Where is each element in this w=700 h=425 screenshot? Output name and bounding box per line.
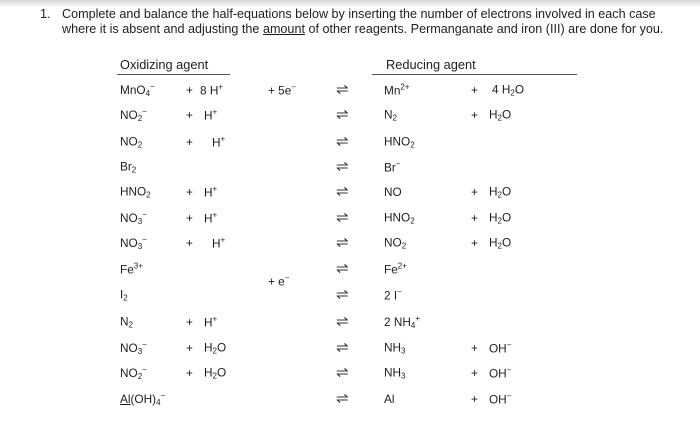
question-number: 1.	[40, 7, 51, 21]
equilibrium-arrow: ⇌	[336, 286, 349, 304]
instruction-text	[40, 7, 680, 36]
reducing-species: Br−	[384, 159, 401, 175]
water-product: 4 $H_2O$	[492, 82, 524, 98]
reducing-species: $HNO_2$	[384, 210, 415, 226]
oxidizing-species: MnO$_4$−	[120, 82, 155, 98]
oxidizing-species: $NO_2^-$	[120, 107, 147, 123]
plus-sign: +	[471, 366, 478, 380]
equilibrium-arrow: ⇌	[336, 209, 349, 227]
oxidizing-header-rule	[117, 74, 230, 75]
equilibrium-arrow: ⇌	[336, 183, 349, 201]
hydroxide-ion: OH−	[489, 340, 512, 356]
plus-sign: +	[471, 211, 478, 225]
hydrogen-ion: 8 H+	[200, 82, 224, 98]
plus-sign: +	[471, 185, 478, 199]
equilibrium-arrow: ⇌	[336, 390, 349, 408]
plus-sign: +	[186, 236, 193, 250]
hydrogen-ion: H+	[204, 314, 218, 330]
plus-sign: +	[186, 108, 193, 122]
reducing-agent-header: Reducing agent	[386, 57, 476, 72]
plus-sign: +	[186, 185, 193, 199]
water-reagent: $H_2O$	[204, 340, 227, 356]
equilibrium-arrow: ⇌	[336, 364, 349, 382]
hydroxide-ion: OH−	[489, 365, 512, 381]
top-shadow-band	[0, 0, 700, 7]
equilibrium-arrow: ⇌	[336, 158, 349, 176]
oxidizing-species: $NO_3^-$	[120, 340, 147, 356]
reducing-species: 2 I−	[384, 287, 402, 303]
plus-sign: +	[186, 211, 193, 225]
water-product: $H_2O$	[489, 235, 512, 251]
plus-sign: +	[186, 135, 193, 149]
reducing-species: $Mn^{2+}$	[384, 82, 410, 98]
water-product: $H_2O$	[489, 107, 512, 123]
oxidizing-species: $NO_3^-$	[120, 235, 147, 251]
hydrogen-ion: H+	[204, 107, 218, 123]
equilibrium-arrow: ⇌	[336, 260, 349, 278]
equilibrium-arrow: ⇌	[336, 339, 349, 357]
equilibrium-arrow: ⇌	[336, 81, 349, 99]
plus-sign: +	[186, 341, 193, 355]
oxidizing-species: $HNO_2$	[120, 184, 151, 200]
oxidizing-species: $N_2$	[120, 314, 133, 330]
equilibrium-arrow: ⇌	[336, 133, 349, 151]
plus-sign: +	[471, 83, 478, 97]
oxidizing-species: $NO_2^-$	[120, 365, 147, 381]
equilibrium-arrow: ⇌	[336, 313, 349, 331]
plus-sign: +	[186, 83, 193, 97]
water-product: $H_2O$	[489, 184, 512, 200]
plus-sign: +	[186, 366, 193, 380]
plus-sign: +	[471, 236, 478, 250]
question-body	[62, 7, 680, 36]
instruction-part-2: of other reagents. Permanganate and iron (III) are done for you.	[304, 21, 664, 36]
plus-sign: +	[471, 108, 478, 122]
electrons: + e−	[268, 273, 290, 289]
plus-sign: +	[471, 341, 478, 355]
reducing-header-rule	[372, 74, 577, 75]
reducing-species: Al	[384, 392, 395, 406]
oxidizing-species: $Br_2$	[120, 159, 137, 175]
oxidizing-species: $Al(OH)_4^-$	[120, 391, 166, 407]
hydroxide-ion: OH−	[489, 391, 512, 407]
hydrogen-ion: H+	[212, 134, 226, 150]
hydrogen-ion: H+	[212, 235, 226, 251]
hydrogen-ion: H+	[204, 210, 218, 226]
reducing-species: $NH_3$	[384, 340, 406, 356]
instruction-part-1: Complete and balance the half-equations below by inserting the number of electrons involved in each case where it is absent and adjusting the	[62, 7, 656, 36]
reducing-species: NO	[384, 185, 402, 199]
oxidizing-species: $I_2$	[120, 287, 128, 303]
plus-sign: +	[186, 315, 193, 329]
reducing-species: 2 $NH_4^+$	[384, 314, 421, 330]
plus-sign: +	[471, 392, 478, 406]
reducing-species: $NH_3$	[384, 365, 406, 381]
reducing-species: $Fe^{2+}$	[384, 261, 407, 277]
equilibrium-arrow: ⇌	[336, 106, 349, 124]
oxidizing-species: $NO_2$	[120, 134, 143, 150]
hydrogen-ion: H+	[204, 184, 218, 200]
reducing-species: $NO_2$	[384, 235, 407, 251]
water-reagent: $H_2O$	[204, 365, 227, 381]
water-product: $H_2O$	[489, 210, 512, 226]
oxidizing-agent-header: Oxidizing agent	[120, 57, 209, 72]
electrons: + 5e−	[268, 82, 296, 98]
oxidizing-species: $NO_3^-$	[120, 210, 147, 226]
equilibrium-arrow: ⇌	[336, 234, 349, 252]
instruction-underlined-word: amount	[262, 21, 305, 36]
oxidizing-species: $Fe^{3+}$	[120, 261, 143, 277]
reducing-species: $N_2$	[384, 107, 397, 123]
reducing-species: $HNO_2$	[384, 134, 415, 150]
